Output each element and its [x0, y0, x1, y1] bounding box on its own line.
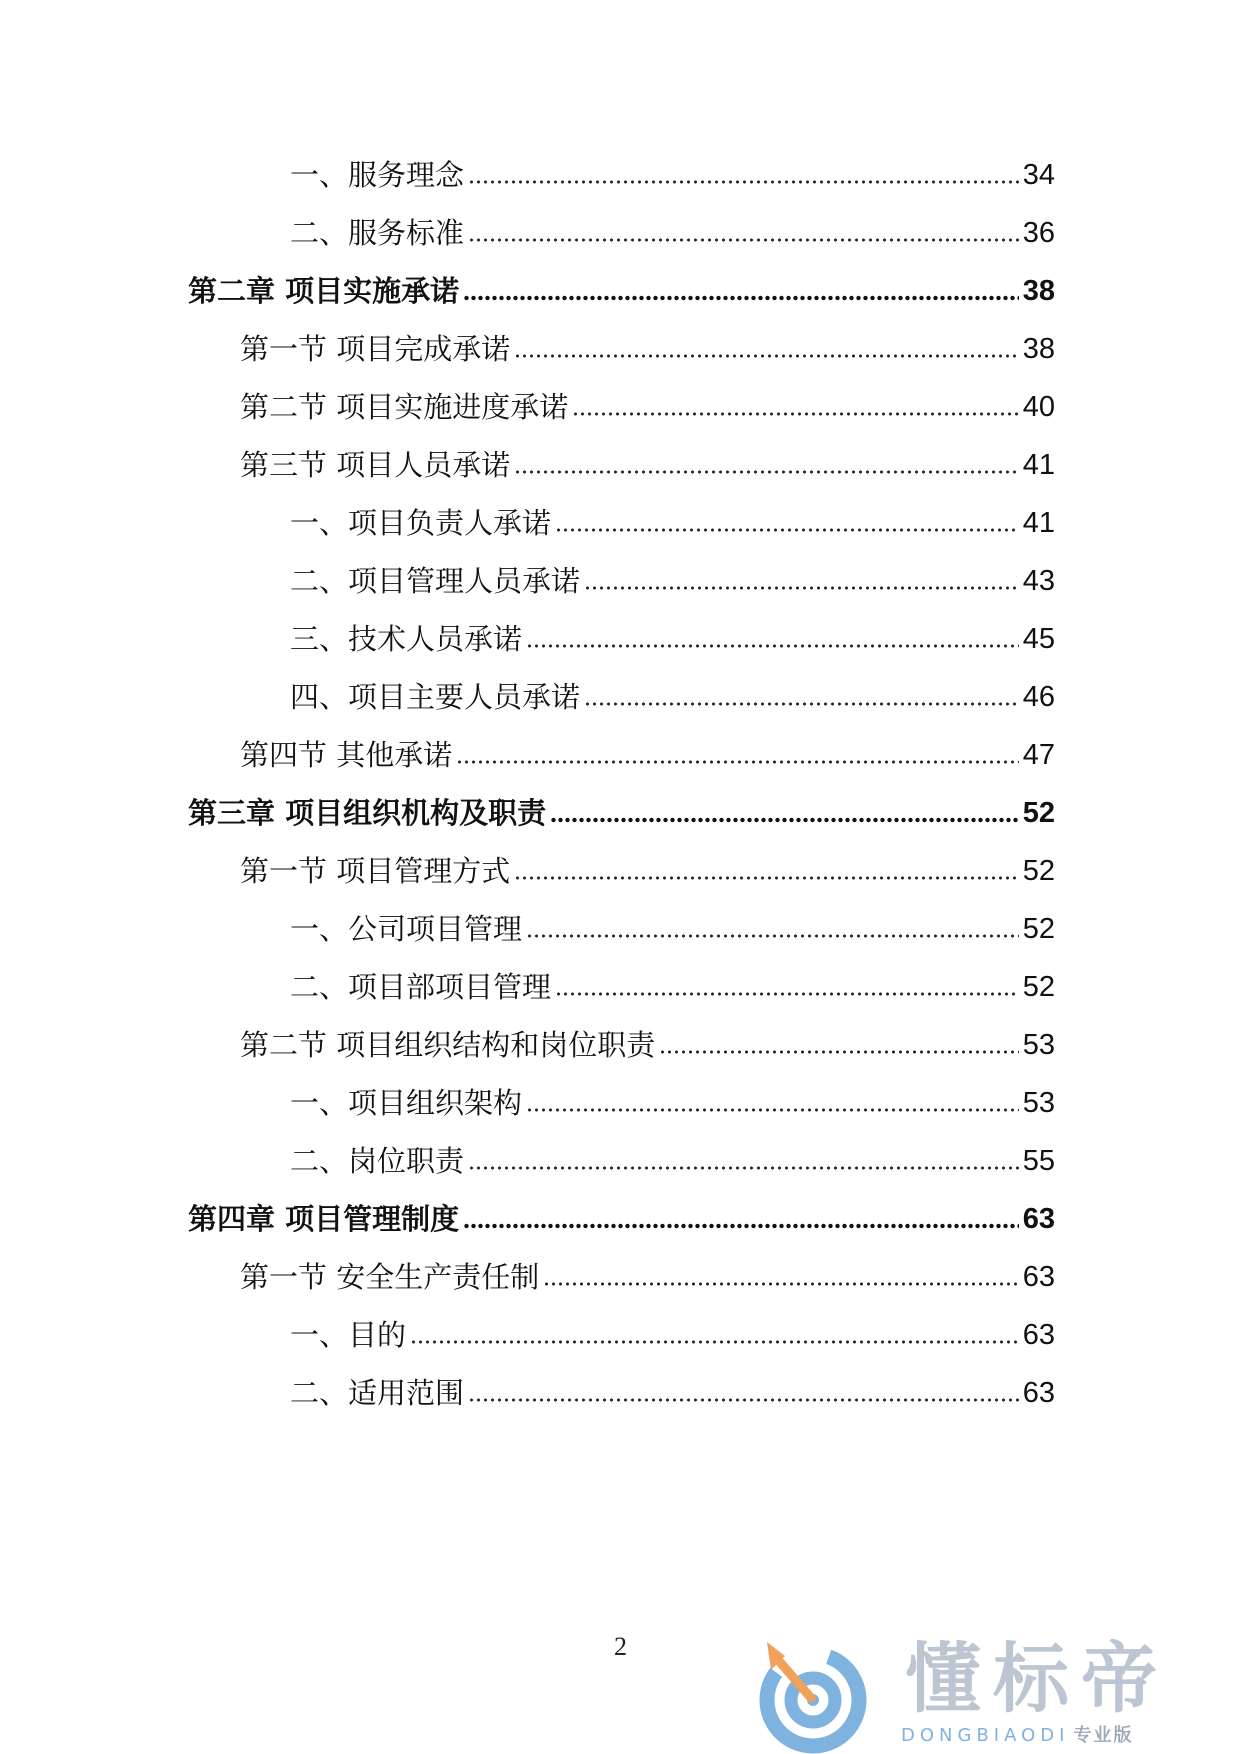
toc-chapter-entry[interactable] — [188, 1199, 1055, 1239]
toc-entry[interactable] — [290, 213, 1055, 253]
toc-leader-dots — [514, 468, 1019, 476]
toc-leader-dots — [468, 178, 1019, 186]
page-number: 2 — [614, 1632, 627, 1661]
toc-leader-dots — [584, 700, 1019, 708]
toc-entry-title: 一、公司项目管理 — [290, 912, 523, 946]
toc-entry[interactable] — [290, 503, 1055, 543]
toc-leader-dots — [572, 410, 1019, 418]
toc-entry-title: 一、服务理念 — [290, 158, 465, 192]
toc-leader-dots — [555, 526, 1019, 534]
toc-entry-page: 34 — [1022, 159, 1055, 191]
toc-leader-dots — [526, 932, 1019, 940]
toc-entry-title: 第三节 项目人员承诺 — [240, 448, 511, 482]
toc-leader-dots — [555, 990, 1019, 998]
toc-entry[interactable] — [290, 967, 1055, 1007]
dart-target-logo-icon — [745, 1632, 875, 1754]
toc-entry[interactable] — [290, 561, 1055, 601]
watermark — [745, 1632, 1225, 1754]
toc-leader-dots — [410, 1338, 1019, 1346]
toc-leader-dots — [526, 642, 1019, 650]
toc-entry-page: 40 — [1022, 391, 1055, 423]
toc-leader-dots — [514, 352, 1019, 360]
toc-entry-title: 第二章 项目实施承诺 — [188, 274, 460, 308]
toc-entry-title: 第一节 项目管理方式 — [240, 854, 511, 888]
toc-section-entry[interactable] — [240, 329, 1055, 369]
toc-entry-title: 第三章 项目组织机构及职责 — [188, 796, 547, 830]
toc-entry-title: 一、项目负责人承诺 — [290, 506, 552, 540]
toc-entry-title: 第一节 安全生产责任制 — [240, 1260, 540, 1294]
toc-entry-page: 52 — [1022, 971, 1055, 1003]
toc-leader-dots — [463, 1222, 1019, 1230]
toc-entry-page: 47 — [1022, 739, 1055, 771]
toc-entry-page: 52 — [1022, 855, 1055, 887]
toc-leader-dots — [584, 584, 1019, 592]
toc-entry-title: 二、项目部项目管理 — [290, 970, 552, 1004]
toc-leader-dots — [659, 1048, 1019, 1056]
toc-entry-page: 55 — [1022, 1145, 1055, 1177]
toc-entry-page: 53 — [1022, 1087, 1055, 1119]
toc-chapter-entry[interactable] — [188, 271, 1055, 311]
toc-section-entry[interactable] — [240, 851, 1055, 891]
toc-entry-title: 第一节 项目完成承诺 — [240, 332, 511, 366]
toc-entry-title: 二、适用范围 — [290, 1376, 465, 1410]
toc-leader-dots — [543, 1280, 1019, 1288]
toc-entry-page: 43 — [1022, 565, 1055, 597]
watermark-brand-name: 懂标帝 — [905, 1634, 1169, 1723]
toc-leader-dots — [468, 1164, 1019, 1172]
toc-entry[interactable] — [290, 677, 1055, 717]
toc-entry-title: 二、服务标准 — [290, 216, 465, 250]
toc-entry-title: 第四章 项目管理制度 — [188, 1202, 460, 1236]
toc-entry-page: 46 — [1022, 681, 1055, 713]
toc-leader-dots — [468, 236, 1019, 244]
toc-entry-title: 二、岗位职责 — [290, 1144, 465, 1178]
toc-entry[interactable] — [290, 1083, 1055, 1123]
toc-section-entry[interactable] — [240, 1025, 1055, 1065]
toc-entry-title: 三、技术人员承诺 — [290, 622, 523, 656]
watermark-subtitle-edition: 专业版 — [1073, 1725, 1134, 1746]
toc-entry-page: 53 — [1022, 1029, 1055, 1061]
toc-entry[interactable] — [290, 619, 1055, 659]
toc-entry[interactable] — [290, 909, 1055, 949]
toc-leader-dots — [514, 874, 1019, 882]
toc-leader-dots — [468, 1396, 1019, 1404]
toc-entry-title: 二、项目管理人员承诺 — [290, 564, 581, 598]
toc-entry-page: 63 — [1022, 1203, 1055, 1235]
toc-entry-title: 第四节 其他承诺 — [240, 738, 453, 772]
toc-entry-page: 41 — [1022, 449, 1055, 481]
toc-entry-page: 38 — [1022, 275, 1055, 307]
toc-entry[interactable] — [290, 1141, 1055, 1181]
toc-entry-page: 52 — [1022, 797, 1055, 829]
toc-entry-page: 63 — [1022, 1377, 1055, 1409]
toc-entry-title: 第二节 项目实施进度承诺 — [240, 390, 569, 424]
toc-leader-dots — [463, 294, 1019, 302]
toc-entry-title: 一、目的 — [290, 1318, 407, 1352]
toc-entry-page: 52 — [1022, 913, 1055, 945]
toc-section-entry[interactable] — [240, 1257, 1055, 1297]
toc-entry-page: 63 — [1022, 1319, 1055, 1351]
watermark-subtitle-latin: DONGBIAODI — [901, 1725, 1070, 1746]
toc-entry-page: 41 — [1022, 507, 1055, 539]
toc-entry-page: 38 — [1022, 333, 1055, 365]
toc-entry[interactable] — [290, 155, 1055, 195]
toc-section-entry[interactable] — [240, 445, 1055, 485]
toc-entry-page: 36 — [1022, 217, 1055, 249]
toc-entry[interactable] — [290, 1373, 1055, 1413]
toc-chapter-entry[interactable] — [188, 793, 1055, 833]
toc-entry-title: 四、项目主要人员承诺 — [290, 680, 581, 714]
toc-section-entry[interactable] — [240, 387, 1055, 427]
toc-entry-page: 63 — [1022, 1261, 1055, 1293]
toc-leader-dots — [550, 816, 1019, 824]
toc-entry-title: 第二节 项目组织结构和岗位职责 — [240, 1028, 656, 1062]
toc-section-entry[interactable] — [240, 735, 1055, 775]
toc-entry-page: 45 — [1022, 623, 1055, 655]
toc-leader-dots — [526, 1106, 1019, 1114]
toc-leader-dots — [456, 758, 1019, 766]
toc-entry-title: 一、项目组织架构 — [290, 1086, 523, 1120]
toc-entry[interactable] — [290, 1315, 1055, 1355]
watermark-subtitle — [901, 1724, 1133, 1748]
